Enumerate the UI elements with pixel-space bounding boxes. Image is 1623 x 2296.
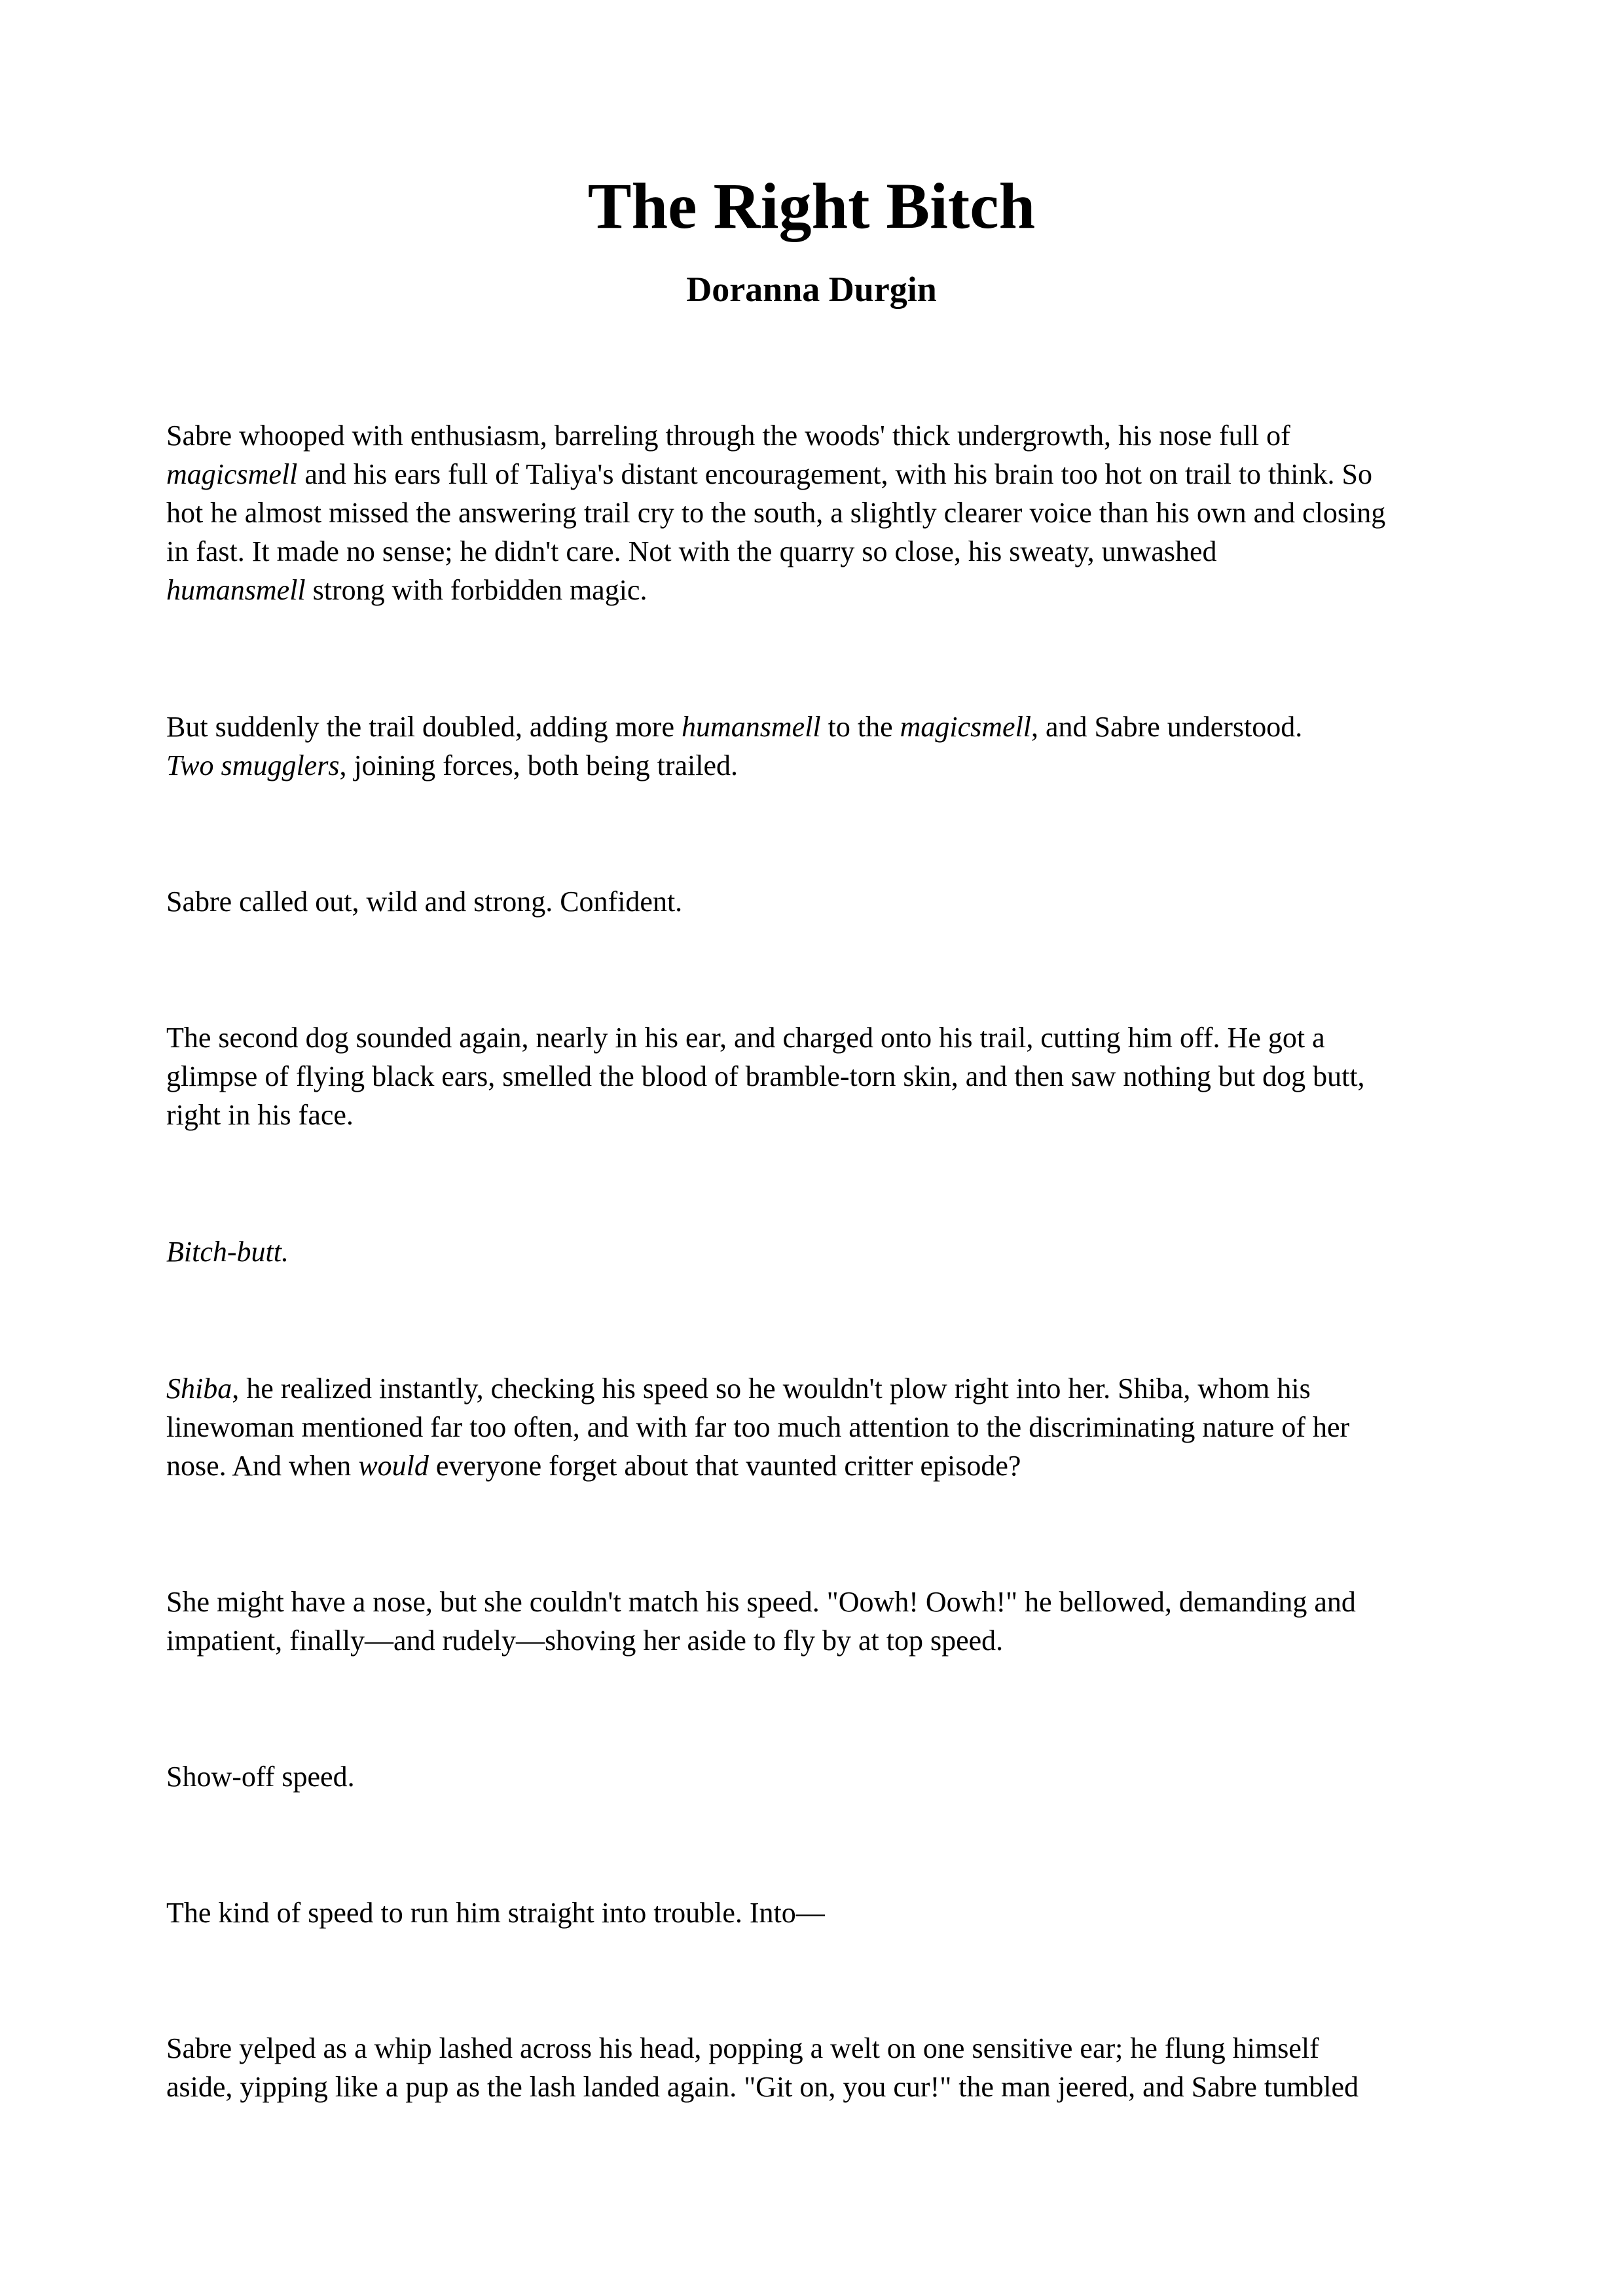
paragraph-line: aside, yipping like a pup as the lash landed again. "Git on, you cur!" the man jeered, and Sabre tumbled [166,2071,1359,2103]
paragraph-line [166,571,1476,609]
paragraph-7 [166,1583,1476,1660]
text-run: and his ears full of Taliya's distant encouragement, with his brain too hot on trail to think. So [297,458,1372,490]
paragraph-line: The second dog sounded again, nearly in his ear, and charged onto his trail, cutting him off. He got a [166,1022,1325,1054]
italic-term: Shiba [166,1372,232,1405]
paragraph-line: in fast. It made no sense; he didn't care. Not with the quarry so close, his sweaty, unwashed [166,535,1217,567]
paragraph-line: The kind of speed to run him straight into trouble. Into— [166,1897,825,1929]
text-run: nose. And when [166,1450,359,1482]
paragraph-line [166,455,1476,493]
text-run: But suddenly the trail doubled, adding more [166,711,682,743]
text-run: , joining forces, both being trailed. [339,749,738,781]
italic-term: humansmell [681,711,821,743]
paragraph-line: glimpse of flying black ears, smelled the blood of bramble-torn skin, and then saw nothing but dog butt, [166,1060,1365,1092]
paragraph-line: right in his face. [166,1099,354,1131]
paragraph-5 [166,1232,1476,1271]
text-run: , and Sabre understood. [1031,711,1303,743]
paragraph-line [166,746,1476,785]
paragraph-line: Sabre whooped with enthusiasm, barreling through the woods' thick undergrowth, his nose full of [166,420,1290,452]
italic-term: magicsmell [166,458,298,490]
text-run: to the [820,711,900,743]
italic-term: humansmell [166,574,306,606]
italic-term: magicsmell [900,711,1032,743]
paragraph-line [166,708,1476,746]
paragraph-line: linewoman mentioned far too often, and with far too much attention to the discriminating nature of her [166,1411,1350,1443]
italic-term: Bitch-butt. [166,1236,289,1268]
paragraph-2 [166,708,1476,785]
paragraph-line: Show-off speed. [166,1761,355,1793]
paragraph-9 [166,1893,1476,1932]
paragraph-line: hot he almost missed the answering trail cry to the south, a slightly clearer voice than his own and closing [166,497,1386,529]
paragraph-line: She might have a nose, but she couldn't match his speed. "Oowh! Oowh!" he bellowed, demanding and [166,1586,1356,1618]
paragraph-1 [166,416,1476,609]
story-title: The Right Bitch [587,170,1036,242]
paragraph-line: Sabre called out, wild and strong. Confident. [166,886,683,918]
paragraph-3 [166,882,1476,921]
italic-term: would [358,1450,429,1482]
text-run: everyone forget about that vaunted critter episode? [428,1450,1021,1482]
paragraph-line [166,1446,1476,1485]
paragraph-line [166,1369,1476,1408]
paragraph-line: Sabre yelped as a whip lashed across his head, popping a welt on one sensitive ear; he flung himself [166,2032,1319,2064]
paragraph-10 [166,2029,1476,2106]
paragraph-line [166,1232,1476,1271]
paragraph-6 [166,1369,1476,1485]
story-author: Doranna Durgin [686,270,937,309]
italic-term: Two smugglers [166,749,340,781]
text-run: strong with forbidden magic. [305,574,647,606]
paragraph-8 [166,1757,1476,1796]
text-run: , he realized instantly, checking his speed so he wouldn't plow right into her. Shiba, whom his [232,1372,1311,1405]
paragraph-line: impatient, finally—and rudely—shoving her aside to fly by at top speed. [166,1624,1004,1657]
paragraph-4 [166,1018,1476,1134]
